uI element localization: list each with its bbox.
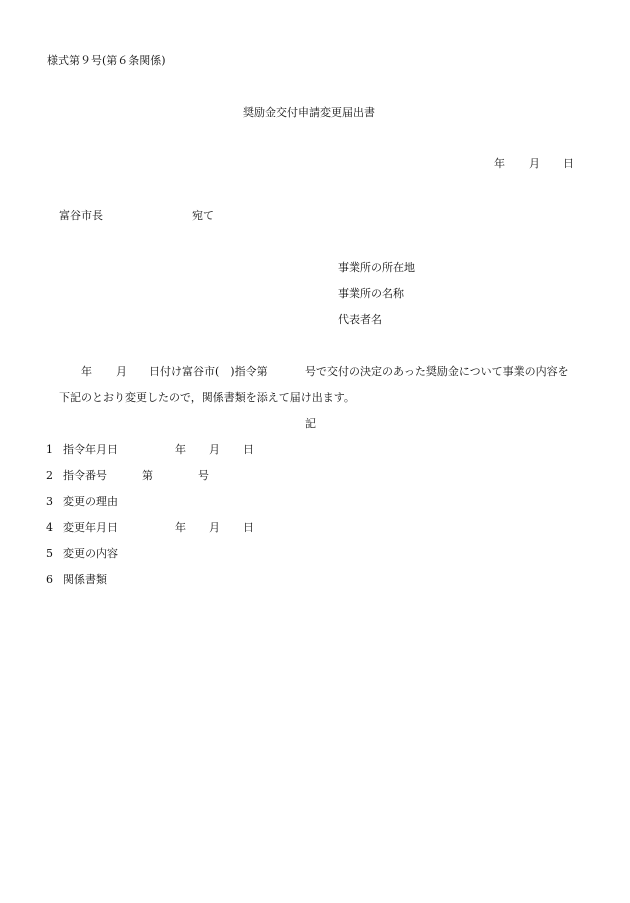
- item-number: 4: [46, 521, 53, 534]
- item-number: 5: [46, 547, 53, 560]
- date-month-label: 月: [529, 157, 540, 170]
- item-month: 月: [209, 521, 220, 534]
- item-number: 1: [46, 443, 53, 456]
- item-go: 号: [198, 469, 209, 482]
- applicant-name-label: 事業所の名称: [338, 287, 404, 300]
- item-label: 指令年月日: [63, 443, 118, 456]
- addressee-suffix: 宛て: [192, 209, 214, 222]
- document-title: 奨励金交付申請変更届出書: [243, 106, 375, 119]
- item-year: 年: [175, 521, 186, 534]
- item-dai: 第: [142, 469, 153, 482]
- item-label: 変更の理由: [63, 495, 118, 508]
- item-label: 指令番号: [63, 469, 107, 482]
- item-month: 月: [209, 443, 220, 456]
- item-number: 3: [46, 495, 53, 508]
- item-number: 6: [46, 573, 53, 586]
- date-day-label: 日: [563, 157, 574, 170]
- body-day-city: 日付け富谷市( )指令第: [149, 365, 268, 378]
- ki-heading: 記: [305, 417, 316, 430]
- item-label: 変更年月日: [63, 521, 118, 534]
- addressee-name: 富谷市長: [59, 209, 103, 222]
- representative-label: 代表者名: [338, 313, 382, 326]
- item-day: 日: [243, 443, 254, 456]
- item-label: 関係書類: [63, 573, 107, 586]
- applicant-address-label: 事業所の所在地: [338, 261, 415, 274]
- body-year: 年: [81, 365, 92, 378]
- body-month: 月: [116, 365, 127, 378]
- item-label: 変更の内容: [63, 547, 118, 560]
- item-number: 2: [46, 469, 53, 482]
- item-year: 年: [175, 443, 186, 456]
- body-rest: 号で交付の決定のあった奨励金について事業の内容を: [305, 365, 569, 378]
- body-line-2: 下記のとおり変更したので，関係書類を添えて届け出ます。: [59, 391, 355, 404]
- form-number: 様式第９号(第６条関係): [47, 54, 166, 67]
- date-year-label: 年: [494, 157, 505, 170]
- item-day: 日: [243, 521, 254, 534]
